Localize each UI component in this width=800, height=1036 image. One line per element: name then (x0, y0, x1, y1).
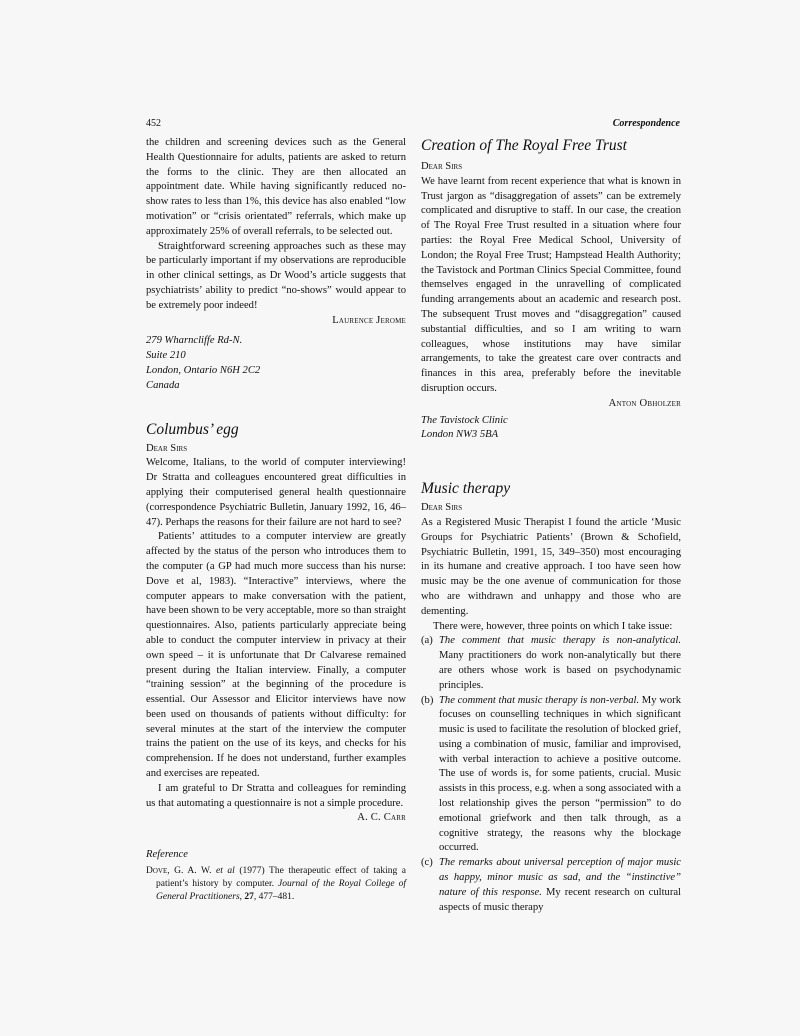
point-body (439, 694, 681, 857)
address-line: The Tavistock Clinic (421, 414, 508, 426)
point-label: (b) (421, 694, 434, 706)
signature-obholzer: Anton Obholzer (608, 397, 681, 409)
point-heading: The comment that music therapy is non-analytical. (439, 635, 681, 647)
address-line: 279 Wharncliffe Rd-N. (146, 335, 243, 347)
page-number: 452 (146, 118, 161, 129)
reference-author: Dove, G. A. W. (146, 866, 212, 877)
continued-paragraph-2: Straightforward screening approaches such as these may be particularly important if my observations are reproducible in other clinical settings, as Dr Wood’s article suggests that psychiatrists’ ability to predict “no-shows” would appear to be extremely poor indeed! (146, 240, 406, 311)
letter-paragraph: There were, however, three points on which I take issue: (433, 620, 673, 632)
address-obholzer (421, 414, 681, 444)
address-line: Suite 210 (146, 350, 186, 362)
point-body (439, 856, 681, 915)
salutation: Dear Sirs (421, 161, 463, 172)
reference-text: (1977) The therapeutic effect of taking a patient’s history by computer. (156, 866, 407, 890)
continued-paragraph-1: the children and screening devices such as the General Health Questionnaire for adults, patients are asked to return the forms to the clinic. They are then allocated an appointment date. While having significantly reduced no-show rates to less than 1%, this device has also enabled “low motivation” or “crisis orientated” referrals, which make up approximately 25% of overall referrals, to be selected out. (146, 137, 406, 237)
point-body (439, 634, 681, 693)
letter-paragraph: I am grateful to Dr Stratta and colleagues for reminding us that automating a questionnaire is not a simple procedure. (146, 782, 406, 809)
reference-journal: Journal of the Royal College of General Practitioners (156, 879, 406, 903)
address-line: London, Ontario N6H 2C2 (146, 364, 261, 376)
letter-title-columbus: Columbus’ egg (146, 420, 239, 438)
letter-title-music-therapy: Music therapy (421, 480, 511, 498)
right-column (421, 136, 681, 915)
address-jerome (146, 334, 406, 393)
point-heading: The comment that music therapy is non-verbal. (439, 694, 640, 706)
reference-etal: et al (216, 866, 235, 877)
page-header (146, 118, 680, 132)
reference-volume: 27 (244, 892, 254, 903)
salutation: Dear Sirs (421, 502, 463, 514)
point-label: (a) (421, 635, 433, 647)
letter-paragraph: Patients’ attitudes to a computer interview are greatly affected by the status of the person who introduces them to the computer (a GP had much more success than his nurse: Dove et al, 1983). “Interactive” interviews, where the computer appears to make conversation with the patient, have been shown to be very acceptable, more so than straight questionnaires. Also, patients particularly appreciate being able to conduct the computer interview in privacy at their own speed – it is unfortunate that Dr Calvarese remained present during the Italian interview. Finally, a computer “training session” at the beginning of the procedure is essential. Our Assessor and Elicitor interviews have now been used on thousands of patients without difficulty: for several minutes at the start of the interview the computer trains the patient on the use of its keys, and checks for his comprehension. If he does not understand, further examples and exercises are repeated. (146, 531, 406, 780)
reference-pages: , 477–481. (253, 892, 295, 903)
reference-heading: Reference (146, 849, 188, 861)
left-column (146, 136, 406, 904)
letter-paragraph: We have learnt from recent experience that what is known in Trust jargon as “disaggregation of assets” can be extremely complicated and disruptive to staff. In our case, the creation of The Royal Free Trust resulted in a situation where four parties: the Royal Free Medical School, University of London; the Royal Free Trust; Hampstead Health Authority; the Tavistock and Portman Clinics Special Committee, found themselves engaged in the unravelling of complicated funding arrangements about an academic and research post. The subsequent Trust moves and “disaggregation” caused substantial difficulties, and so I am writing to warn colleagues, whose institutions may have similar arrangements, to take the greatest care over contracts and finances in this area, preferably before the inevitable disruption occurs. (421, 175, 681, 394)
address-line: Canada (146, 379, 180, 391)
section-name: Correspondence (612, 118, 680, 129)
point-heading: The remarks about universal perception of major music as happy, minor music as sad, and the “instinctive” nature of this response. (439, 857, 681, 898)
letter-paragraph: Welcome, Italians, to the world of computer interviewing! Dr Stratta and colleagues encountered great difficulties in applying their computerised general health questionnaire (correspondence Psychiatric Bulletin, January 1992, 16, 46–47). Perhaps the reasons for their failure are not hard to see? (146, 457, 406, 528)
signature-jerome: Laurence Jerome (332, 314, 406, 326)
signature-carr: A. C. Carr (357, 812, 406, 824)
point-b (421, 694, 681, 857)
address-line: London NW3 5BA (421, 429, 499, 441)
point-a (421, 634, 681, 693)
point-label: (c) (421, 857, 433, 869)
point-c (421, 856, 681, 915)
reference-comma: , (239, 892, 245, 903)
point-text: Many practitioners do work non-analytically but there are others whose work is based on psychodynamic principles. (439, 650, 681, 691)
letter-title-royal-free: Creation of The Royal Free Trust (421, 137, 627, 154)
reference-entry (146, 865, 406, 904)
letter-paragraph: As a Registered Music Therapist I found the article ‘Music Groups for Psychiatric Patients’ (Brown & Schofield, Psychiatric Bulletin, 1991, 15, 349–350) most encouraging in its humane and creative approach. I too have seen how music may be the one avenue of communication for those who are withdrawn and unhappy and those who are dementing. (421, 516, 681, 617)
point-text: My recent research on cultural aspects of music therapy (439, 886, 681, 913)
point-text: My work focuses on counselling techniques in which significant music is used to facilitate the resolution of blocked grief, using a combination of music, familiar and improvised, with verbal interaction to achieve a positive outcome. The use of words is, for some patients, crucial. Music assists in this process, e.g. when a song associated with a lost relationship gives the person “permission” to do emotional griefwork and then talk through, as a cognitive strategy, the reasons why the blockage occurred. (439, 694, 681, 854)
salutation: Dear Sirs (146, 442, 188, 454)
